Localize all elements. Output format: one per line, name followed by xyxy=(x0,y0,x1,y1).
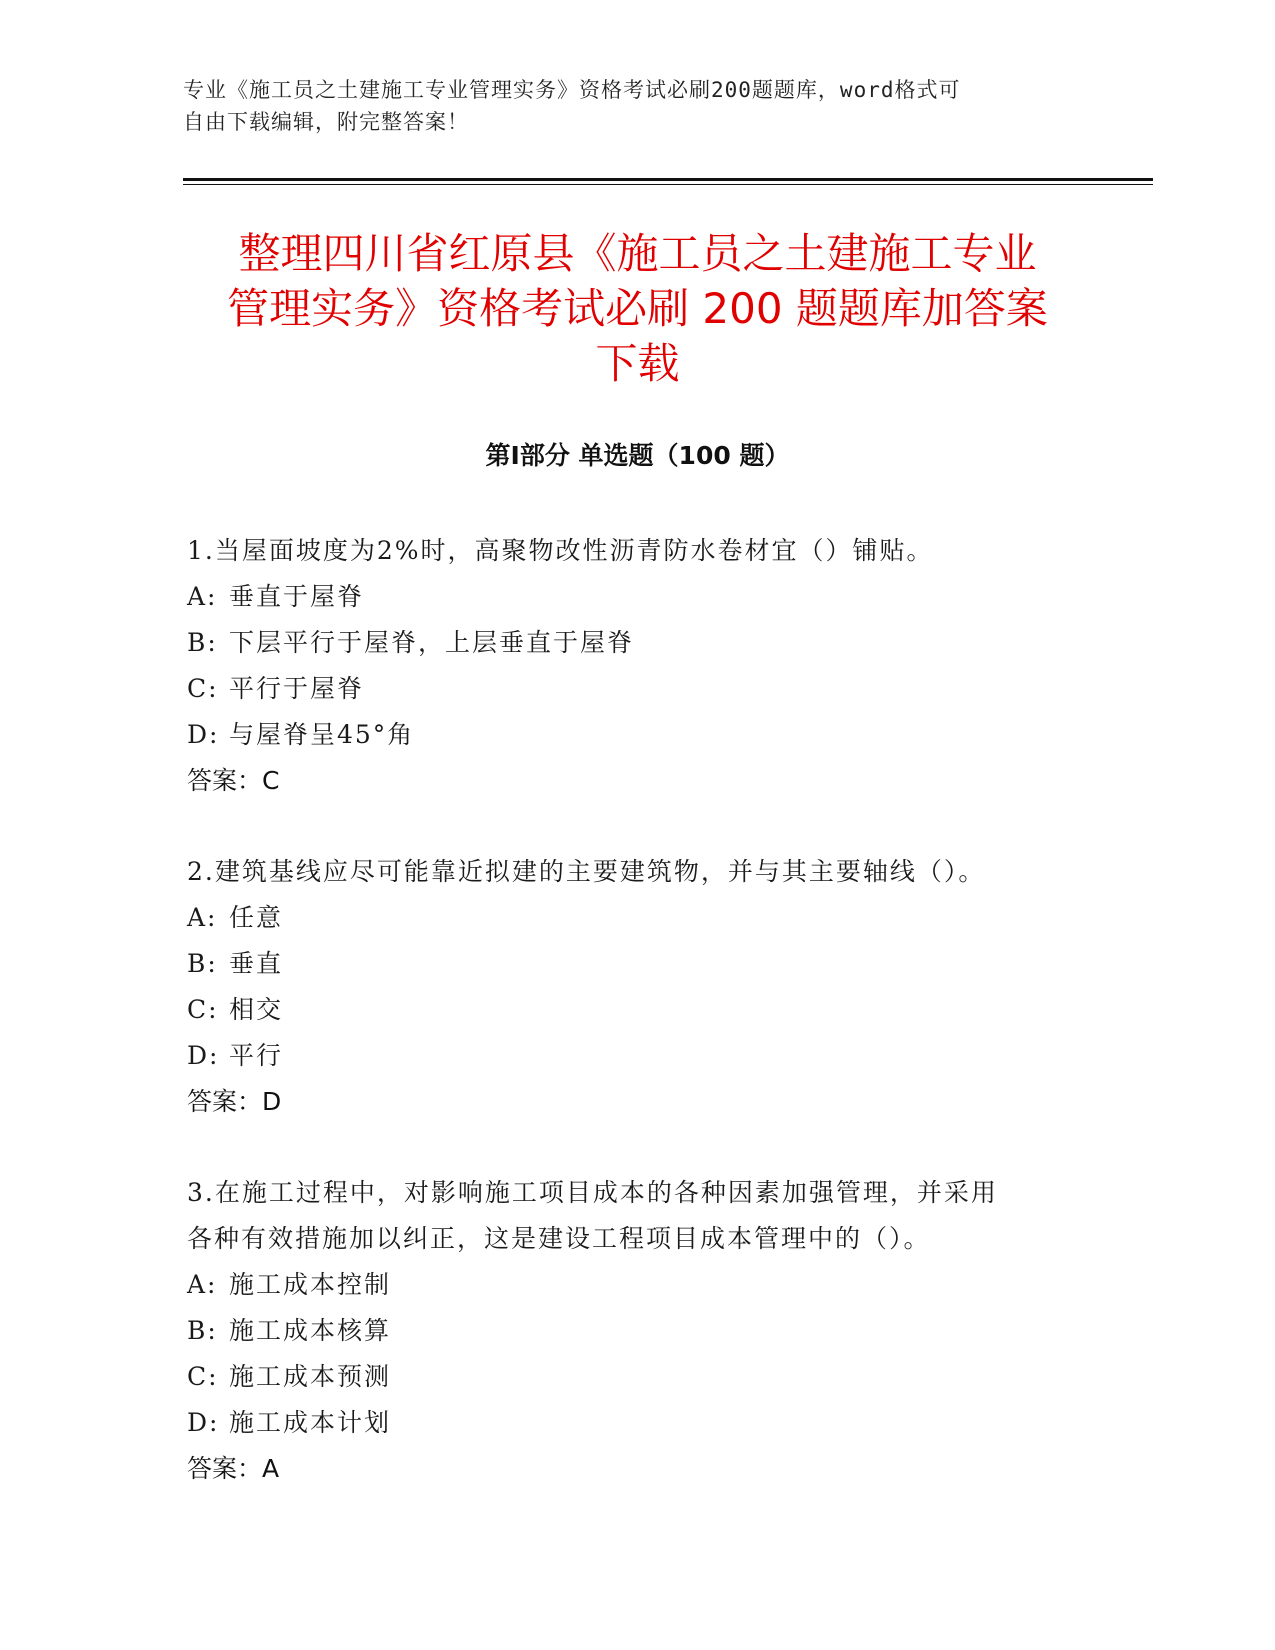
option-a xyxy=(187,895,1067,941)
option-key: D: xyxy=(187,1041,220,1070)
option-text: 施工成本预测 xyxy=(229,1362,392,1391)
option-text: 施工成本计划 xyxy=(229,1408,392,1437)
question-stem: 1.当屋面坡度为2%时，高聚物改性沥青防水卷材宜（）铺贴。 xyxy=(187,536,934,565)
option-c xyxy=(187,987,1067,1033)
option-key: C: xyxy=(187,674,219,703)
intro-text xyxy=(183,74,1063,138)
option-text: 施工成本控制 xyxy=(229,1270,392,1299)
option-key: A: xyxy=(187,903,218,932)
section-heading: 第Ⅰ部分 单选题（100 题） xyxy=(485,441,790,470)
question-list xyxy=(187,528,1067,1537)
option-b xyxy=(187,1308,1067,1354)
option-d xyxy=(187,1400,1067,1446)
option-text: 相交 xyxy=(229,995,284,1024)
option-c xyxy=(187,1354,1067,1400)
option-text: 与屋脊呈45°角 xyxy=(229,720,415,749)
option-text: 任意 xyxy=(229,903,284,932)
question-stem: 2.建筑基线应尽可能靠近拟建的主要建筑物，并与其主要轴线（）。 xyxy=(187,857,986,886)
option-a xyxy=(187,1262,1067,1308)
option-key: B: xyxy=(187,1316,218,1345)
header-rule-thick xyxy=(183,178,1153,181)
option-text: 施工成本核算 xyxy=(229,1316,392,1345)
option-a xyxy=(187,574,1067,620)
option-text: 平行于屋脊 xyxy=(229,674,365,703)
header-rule-thin xyxy=(183,184,1153,185)
title-line-2: 管理实务》资格考试必刷 200 题题库加答案 xyxy=(227,284,1048,333)
intro-line-1: 专业《施工员之土建施工专业管理实务》资格考试必刷200题题库，word格式可 xyxy=(183,78,961,102)
option-b xyxy=(187,941,1067,987)
document-title xyxy=(160,226,1115,391)
option-d xyxy=(187,712,1067,758)
intro-line-2: 自由下载编辑，附完整答案！ xyxy=(183,110,469,134)
option-key: A: xyxy=(187,1270,218,1299)
option-key: A: xyxy=(187,582,218,611)
option-key: C: xyxy=(187,995,219,1024)
title-line-1: 整理四川省红原县《施工员之土建施工专业 xyxy=(238,229,1037,278)
option-text: 平行 xyxy=(229,1041,284,1070)
answer-line: 答案：A xyxy=(187,1454,280,1483)
option-key: D: xyxy=(187,1408,220,1437)
option-key: B: xyxy=(187,628,218,657)
option-text: 下层平行于屋脊，上层垂直于屋脊 xyxy=(229,628,635,657)
option-key: C: xyxy=(187,1362,219,1391)
question-1 xyxy=(187,528,1067,804)
option-b xyxy=(187,620,1067,666)
option-text: 垂直于屋脊 xyxy=(229,582,365,611)
option-key: B: xyxy=(187,949,218,978)
option-c xyxy=(187,666,1067,712)
title-line-3: 下载 xyxy=(595,339,680,388)
answer-line: 答案：D xyxy=(187,1087,282,1116)
question-stem-line-1: 3.在施工过程中，对影响施工项目成本的各种因素加强管理，并采用 xyxy=(187,1178,998,1207)
option-d xyxy=(187,1033,1067,1079)
question-stem-line-2: 各种有效措施加以纠正，这是建设工程项目成本管理中的（）。 xyxy=(187,1224,931,1253)
question-2 xyxy=(187,849,1067,1125)
option-text: 垂直 xyxy=(229,949,284,978)
option-key: D: xyxy=(187,720,220,749)
question-3 xyxy=(187,1170,1067,1492)
answer-line: 答案：C xyxy=(187,766,280,795)
